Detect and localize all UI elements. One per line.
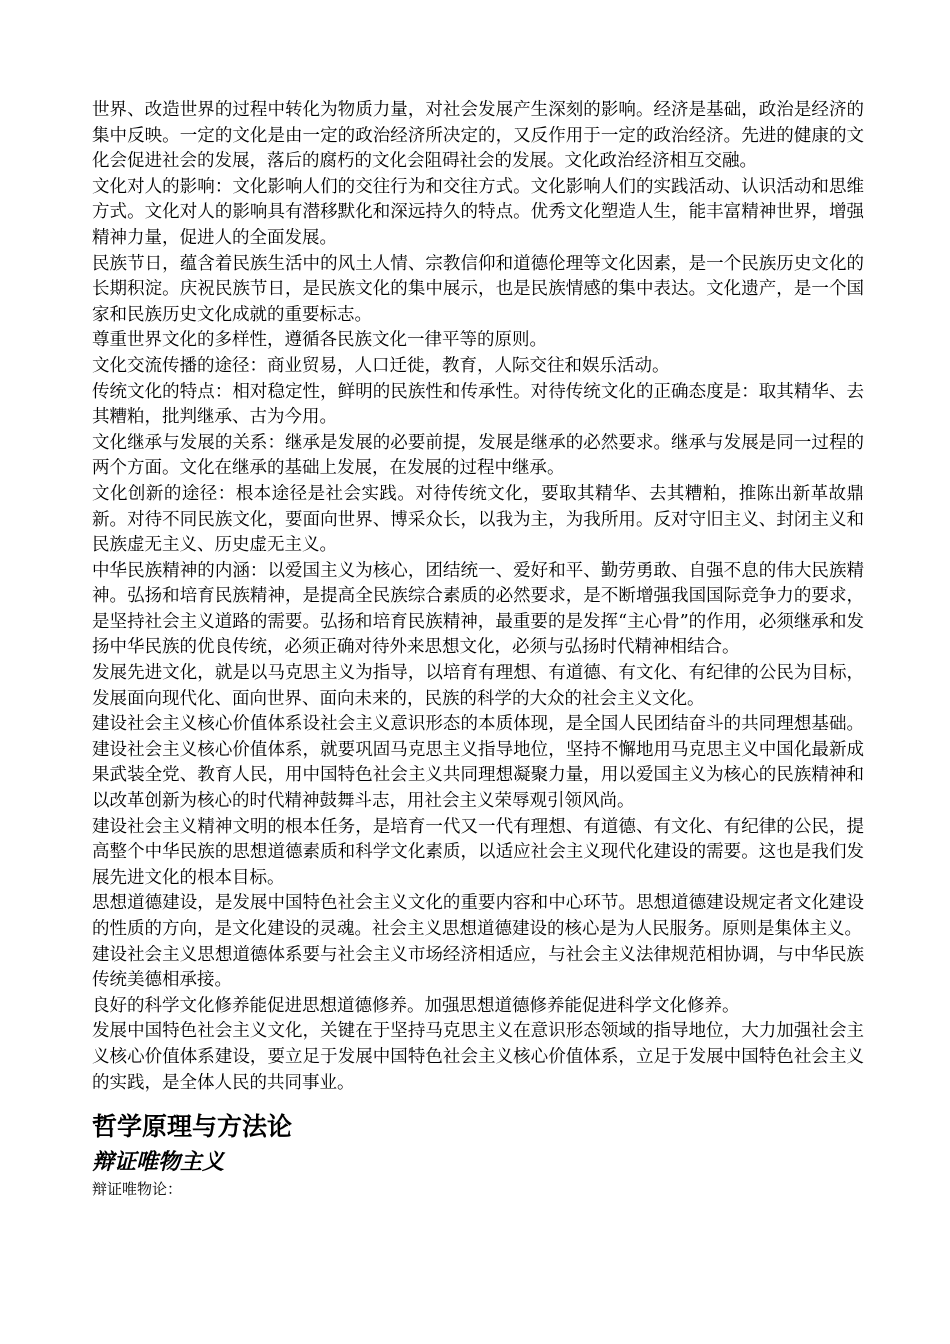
paragraph: 文化继承与发展的关系：继承是发展的必要前提，发展是继承的必然要求。继承与发展是同一过程的两个方面。文化在继承的基础上发展，在发展的过程中继承。 (92, 432, 864, 479)
section-heading: 哲学原理与方法论 (92, 1112, 293, 1142)
paragraph: 世界、改造世界的过程中转化为物质力量，对社会发展产生深刻的影响。经济是基础，政治是经济的集中反映。一定的文化是由一定的政治经济所决定的，又反作用于一定的政治经济。先进的健康的文化会促进社会的发展，落后的腐朽的文化会阻碍社会的发展。文化政治经济相互交融。 (92, 100, 864, 172)
paragraph: 良好的科学文化修养能促进思想道德修养。加强思想道德修养能促进科学文化修养。 (92, 995, 740, 1016)
paragraph: 文化交流传播的途径：商业贸易，人口迁徙，教育，人际交往和娱乐活动。 (92, 355, 670, 376)
paragraph: 建设社会主义核心价值体系设社会主义意识形态的本质体现，是全国人民团结奋斗的共同理想基础。建设社会主义核心价值体系，就要巩固马克思主义指导地位，坚持不懈地用马克思主义中国化最新成果武装全党、教育人民，用中国特色社会主义共同理想凝聚力量，用以爱国主义为核心的民族精神和以改革创新为核心的时代精神鼓舞斗志，用社会主义荣辱观引领风尚。 (92, 714, 864, 812)
paragraph: 中华民族精神的内涵：以爱国主义为核心，团结统一、爱好和平、勤劳勇敢、自强不息的伟大民族精神。弘扬和培育民族精神，是提高全民族综合素质的必然要求，是不断增强我国国际竞争力的要求，是坚持社会主义道路的需要。弘扬和培育民族精神，最重要的是发挥“主心骨”的作用，必须继承和发扬中华民族的优良传统，必须正确对待外来思想文化，必须与弘扬时代精神相结合。 (92, 560, 864, 658)
paragraph: 民族节日，蕴含着民族生活中的风土人情、宗教信仰和道德伦理等文化因素，是一个民族历史文化的长期积淀。庆祝民族节日，是民族文化的集中展示，也是民族情感的集中表达。文化遗产，是一个国家和民族历史文化成就的重要标志。 (92, 253, 864, 325)
paragraph: 建设社会主义思想道德体系要与社会主义市场经济相适应，与社会主义法律规范相协调，与中华民族传统美德相承接。 (92, 944, 864, 991)
paragraph: 发展先进文化，就是以马克思主义为指导，以培育有理想、有道德、有文化、有纪律的公民为目标，发展面向现代化、面向世界、面向未来的，民族的科学的大众的社会主义文化。 (92, 663, 864, 709)
paragraph: 尊重世界文化的多样性，遵循各民族文化一律平等的原则。 (92, 330, 547, 351)
paragraph: 文化对人的影响：文化影响人们的交往行为和交往方式。文化影响人们的实践活动、认识活动和思维方式。文化对人的影响具有潜移默化和深远持久的特点。优秀文化塑造人生，能丰富精神世界，增强精神力量，促进人的全面发展。 (92, 176, 864, 248)
paragraph: 文化创新的途径：根本途径是社会实践。对待传统文化，要取其精华、去其糟粕，推陈出新革故鼎新。对待不同民族文化，要面向世界、博采众长，以我为主，为我所用。反对守旧主义、封闭主义和民族虚无主义、历史虚无主义。 (92, 483, 864, 556)
paragraph: 思想道德建设，是发展中国特色社会主义文化的重要内容和中心环节。思想道德建设规定者文化建设的性质的方向，是文化建设的灵魂。社会主义思想道德建设的核心是为人民服务。原则是集体主义。 (92, 893, 864, 939)
subsection-heading: 辩证唯物主义 (92, 1150, 225, 1176)
paragraph: 建设社会主义精神文明的根本任务，是培育一代又一代有理想、有道德、有文化、有纪律的公民，提高整个中华民族的思想道德素质和科学文化素质，以适应社会主义现代化建设的需要。这也是我们发展先进文化的根本目标。 (92, 816, 864, 888)
paragraph: 发展中国特色社会主义文化，关键在于坚持马克思主义在意识形态领域的指导地位，大力加强社会主义核心价值体系建设，要立足于发展中国特色社会主义核心价值体系，立足于发展中国特色社会主义的实践，是全体人民的共同事业。 (92, 1021, 864, 1093)
paragraph: 传统文化的特点：相对稳定性，鲜明的民族性和传承性。对待传统文化的正确态度是：取其精华、去其糟粕，批判继承、古为今用。 (92, 381, 864, 428)
subsection-label: 辩证唯物论： (92, 1180, 183, 1199)
document-body (92, 98, 864, 1198)
